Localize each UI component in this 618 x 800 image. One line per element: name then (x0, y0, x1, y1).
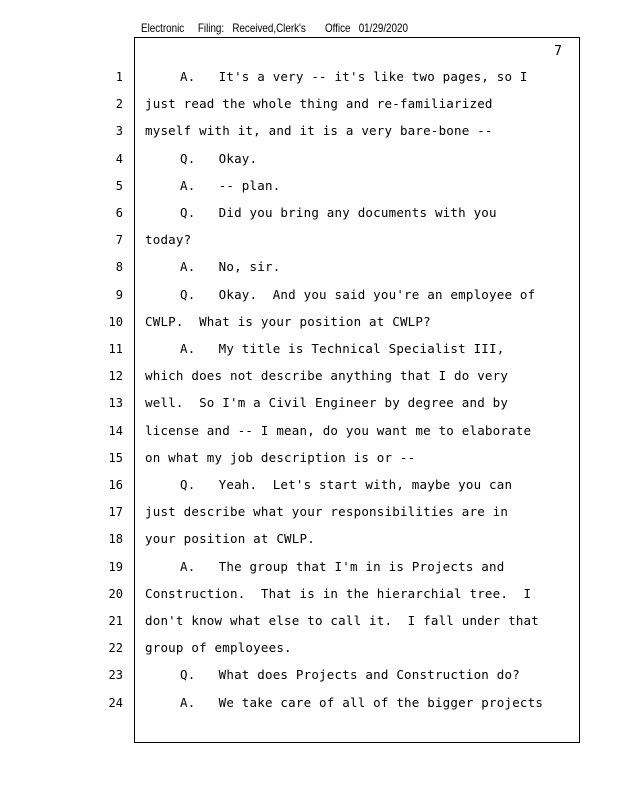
line-number: 20 (108, 586, 123, 601)
line-number: 6 (115, 206, 123, 220)
line-number: 2 (115, 97, 123, 112)
line-text: on what my job description is or -- (145, 449, 416, 465)
transcript-line (0, 527, 618, 554)
line-text: myself with it, and it is a very bare-bone -- (145, 123, 493, 139)
line-text: your position at CWLP. (145, 531, 315, 547)
line-text: Q. Okay. (180, 150, 258, 166)
line-number: 17 (108, 505, 123, 520)
line-text: A. It's a very -- it's like two pages, so I (180, 69, 528, 84)
line-number: 7 (115, 233, 123, 248)
line-text: group of employees. (145, 640, 292, 656)
line-text: which does not describe anything that I do very (145, 368, 509, 384)
line-text: Construction. That is in the hierarchial tree. I (145, 585, 532, 601)
transcript-line (0, 92, 618, 119)
page-number: 7 (554, 44, 562, 59)
line-number: 24 (108, 695, 123, 710)
line-number: 23 (108, 668, 123, 683)
filing-stamp-header: Electronic Filing: Received,Clerk's Office 01/29/2020 (141, 21, 408, 35)
transcript-line (0, 691, 618, 718)
line-number: 15 (108, 450, 123, 465)
line-number: 14 (108, 423, 123, 438)
transcript-line (0, 364, 618, 391)
line-number: 9 (115, 287, 123, 302)
transcript-line (0, 255, 618, 282)
line-text: A. We take care of all of the bigger projects (180, 694, 544, 710)
transcript-line (0, 201, 618, 228)
transcript-line (0, 147, 618, 174)
transcript-line (0, 65, 618, 92)
line-text: Q. Yeah. Let's start with, maybe you can (180, 477, 513, 492)
transcript-line (0, 419, 618, 446)
line-text: A. The group that I'm in is Projects and (180, 558, 505, 574)
line-text: A. No, sir. (180, 259, 281, 275)
transcript-line (0, 446, 618, 473)
transcript-line (0, 663, 618, 690)
line-number: 11 (108, 342, 123, 356)
transcript-line (0, 310, 618, 337)
transcript-line (0, 609, 618, 636)
line-number: 21 (108, 614, 123, 628)
transcript-line (0, 391, 618, 418)
transcript-line (0, 582, 618, 609)
line-text: Q. Did you bring any documents with you (180, 205, 497, 220)
line-number: 3 (115, 124, 123, 139)
line-text: A. My title is Technical Specialist III, (180, 341, 505, 356)
transcript-line (0, 555, 618, 582)
line-text: just describe what your responsibilities are in (145, 504, 509, 520)
transcript-line (0, 473, 618, 500)
line-number: 13 (108, 396, 123, 411)
line-number: 19 (108, 559, 123, 574)
transcript-line (0, 228, 618, 255)
line-text: well. So I'm a Civil Engineer by degree and by (145, 395, 509, 411)
line-number: 1 (115, 70, 123, 84)
line-number: 8 (115, 260, 123, 275)
transcript-line (0, 174, 618, 201)
transcript-line (0, 500, 618, 527)
line-number: 4 (115, 151, 123, 166)
line-number: 22 (108, 641, 123, 656)
line-number: 16 (108, 478, 123, 492)
line-text: CWLP. What is your position at CWLP? (145, 313, 431, 329)
transcript-line (0, 636, 618, 663)
line-number: 5 (115, 178, 123, 193)
line-text: just read the whole thing and re-familiarized (145, 96, 493, 112)
transcript-line (0, 119, 618, 146)
line-text: today? (145, 232, 192, 248)
line-text: Q. Okay. And you said you're an employee of (180, 286, 536, 302)
line-text: don't know what else to call it. I fall under that (145, 613, 540, 628)
line-text: Q. What does Projects and Construction do? (180, 667, 520, 683)
line-number: 10 (108, 314, 123, 329)
line-text: license and -- I mean, do you want me to elaborate (145, 422, 532, 438)
line-number: 12 (108, 369, 123, 384)
line-number: 18 (108, 532, 123, 547)
line-text: A. -- plan. (180, 177, 281, 193)
transcript-line (0, 283, 618, 310)
transcript-line (0, 337, 618, 364)
